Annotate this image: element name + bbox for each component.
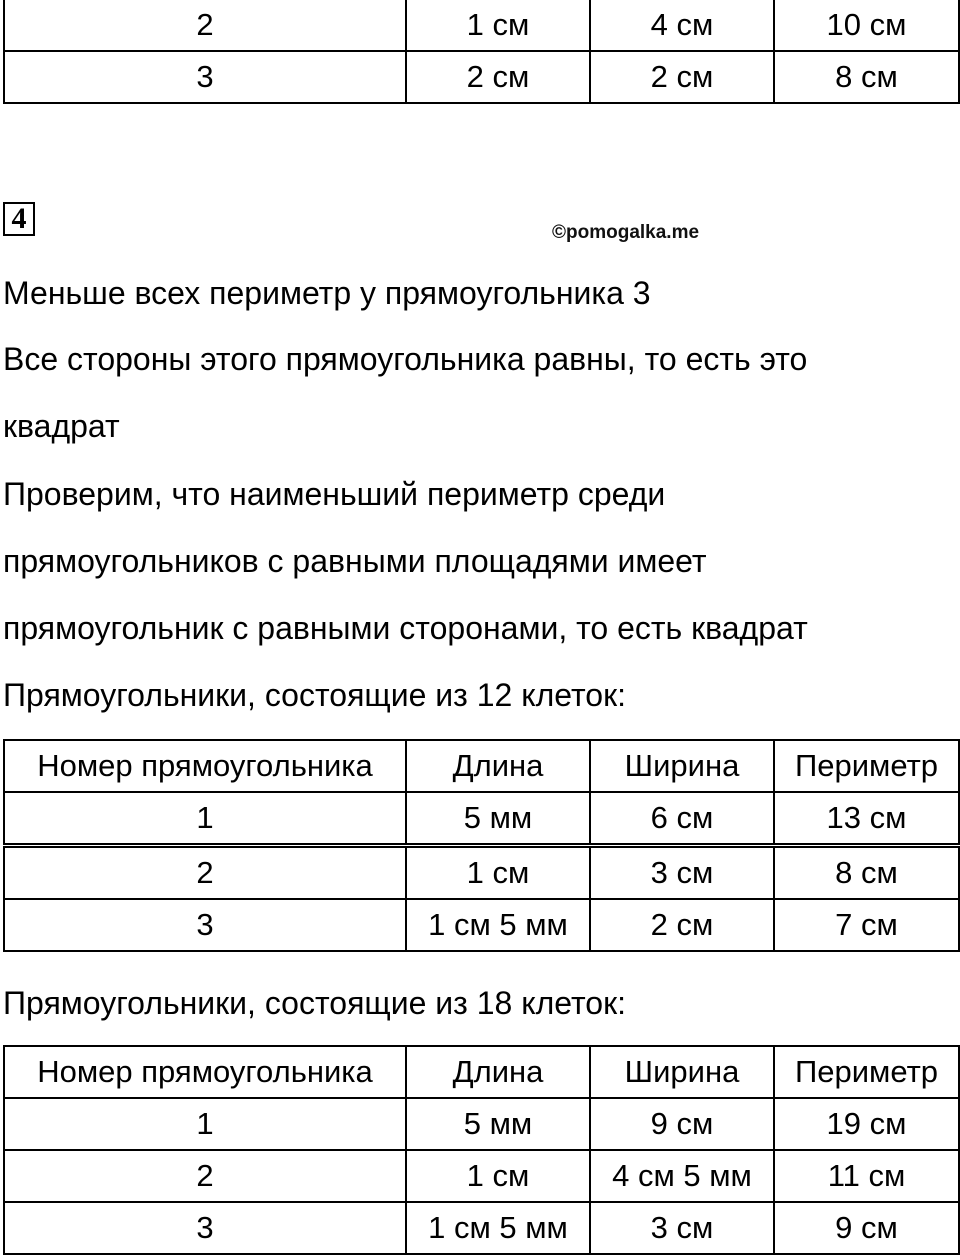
table-row bbox=[4, 792, 959, 846]
table-cell: 4 см 5 мм bbox=[590, 1150, 774, 1202]
table-cell: 1 см 5 мм bbox=[406, 899, 590, 951]
table-header-row bbox=[4, 1046, 959, 1098]
table-cell: 3 bbox=[4, 1202, 406, 1254]
column-header: Длина bbox=[406, 1046, 590, 1098]
table-cell: 1 см bbox=[406, 0, 590, 51]
column-header: Номер прямоугольника bbox=[4, 740, 406, 792]
column-header: Ширина bbox=[590, 740, 774, 792]
table-cell: 5 мм bbox=[406, 1098, 590, 1150]
table-cell: 2 bbox=[4, 0, 406, 51]
table-cell: 10 см bbox=[774, 0, 959, 51]
table-cell: 2 см bbox=[590, 899, 774, 951]
table-cell: 2 bbox=[4, 846, 406, 900]
table-cell: 2 см bbox=[406, 51, 590, 103]
task-number: 4 bbox=[3, 202, 35, 236]
column-header: Периметр bbox=[774, 740, 959, 792]
table-cell: 5 мм bbox=[406, 792, 590, 846]
table-cell: 3 bbox=[4, 51, 406, 103]
table-cell: 13 см bbox=[774, 792, 959, 846]
table-row bbox=[4, 1150, 959, 1202]
table-cell: 1 bbox=[4, 792, 406, 846]
text-line: прямоугольников с равными площадями имеет bbox=[3, 543, 707, 579]
table-cell: 1 см bbox=[406, 846, 590, 900]
table-cell: 19 см bbox=[774, 1098, 959, 1150]
text-line: квадрат bbox=[3, 408, 120, 444]
column-header: Ширина bbox=[590, 1046, 774, 1098]
table-header-row bbox=[4, 740, 959, 792]
table-row bbox=[4, 899, 959, 951]
column-header: Периметр bbox=[774, 1046, 959, 1098]
table-row bbox=[4, 846, 959, 900]
table-row bbox=[4, 1098, 959, 1150]
table-12-cells bbox=[3, 739, 960, 952]
previous-table bbox=[3, 0, 960, 104]
table-cell: 8 см bbox=[774, 846, 959, 900]
table-caption: Прямоугольники, состоящие из 12 клеток: bbox=[3, 677, 626, 713]
table-cell: 3 см bbox=[590, 1202, 774, 1254]
table-cell: 3 см bbox=[590, 846, 774, 900]
watermark: ©pomogalka.me bbox=[552, 222, 700, 243]
column-header: Номер прямоугольника bbox=[4, 1046, 406, 1098]
text-line: Проверим, что наименьший периметр среди bbox=[3, 476, 666, 512]
table-cell: 11 см bbox=[774, 1150, 959, 1202]
text-line: Все стороны этого прямоугольника равны, то есть это bbox=[3, 341, 808, 377]
table-cell: 2 см bbox=[590, 51, 774, 103]
text-line: прямоугольник с равными сторонами, то есть квадрат bbox=[3, 610, 808, 646]
table-row bbox=[4, 1202, 959, 1254]
table-cell: 3 bbox=[4, 899, 406, 951]
table-cell: 6 см bbox=[590, 792, 774, 846]
table-cell: 9 см bbox=[774, 1202, 959, 1254]
table-cell: 9 см bbox=[590, 1098, 774, 1150]
table-cell: 4 см bbox=[590, 0, 774, 51]
table-cell: 7 см bbox=[774, 899, 959, 951]
table-cell: 1 см 5 мм bbox=[406, 1202, 590, 1254]
table-caption: Прямоугольники, состоящие из 18 клеток: bbox=[3, 985, 626, 1021]
table-cell: 2 bbox=[4, 1150, 406, 1202]
table-cell: 1 см bbox=[406, 1150, 590, 1202]
table-row bbox=[4, 0, 959, 51]
table-row bbox=[4, 51, 959, 103]
table-18-cells bbox=[3, 1045, 960, 1255]
table-cell: 1 bbox=[4, 1098, 406, 1150]
text-line: Меньше всех периметр у прямоугольника 3 bbox=[3, 275, 651, 311]
table-cell: 8 см bbox=[774, 51, 959, 103]
column-header: Длина bbox=[406, 740, 590, 792]
